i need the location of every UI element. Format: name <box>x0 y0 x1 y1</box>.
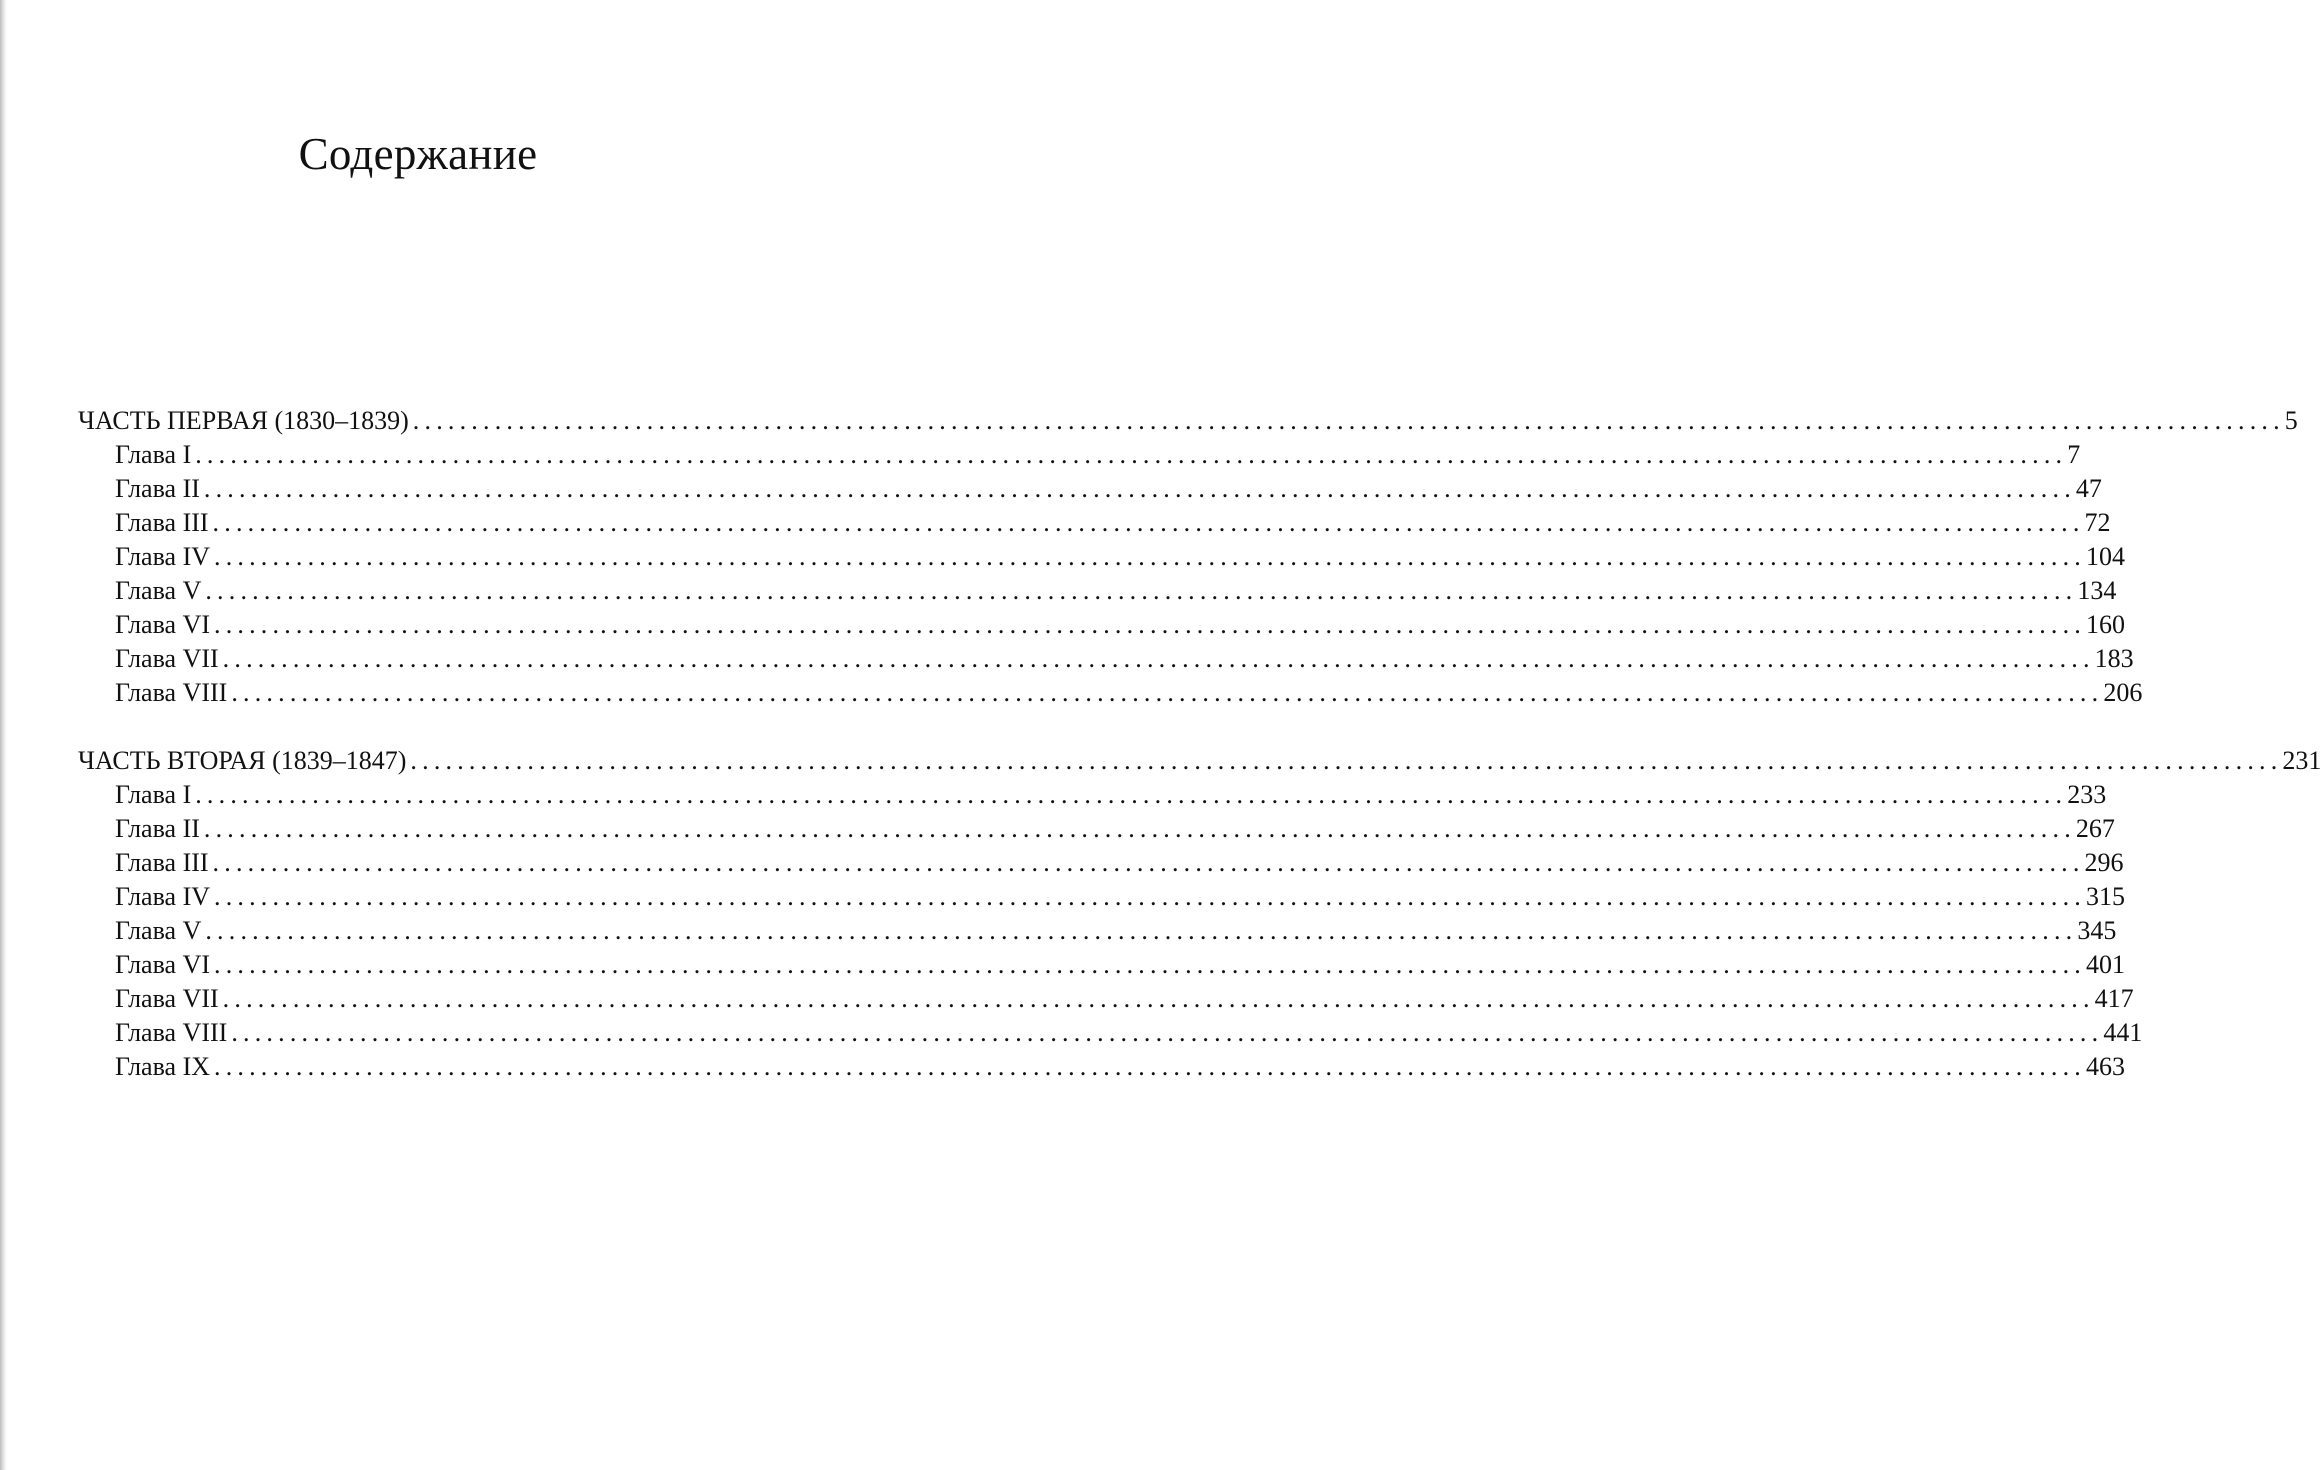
dot-leader: ................................................................................................................................................................ <box>212 508 2085 537</box>
toc-chapter-entry[interactable] <box>78 914 2117 948</box>
toc-chapter-entry[interactable] <box>78 676 2143 710</box>
dot-leader: ................................................................................................................................................................ <box>195 440 2068 469</box>
dot-leader: ................................................................................................................................................................ <box>214 610 2086 639</box>
chapter-label: Глава VIII <box>115 1018 228 1047</box>
dot-leader: ................................................................................................................................................................ <box>205 916 2078 945</box>
toc-chapter-entry[interactable] <box>78 608 2125 642</box>
toc-chapter-entry[interactable] <box>78 1050 2125 1084</box>
toc-chapter-entry[interactable] <box>78 540 2125 574</box>
dot-leader: ................................................................................................................................................................ <box>205 576 2078 605</box>
page-number: 231 <box>2282 746 2321 775</box>
toc-part-entry[interactable] <box>78 744 2321 778</box>
toc-chapter-entry[interactable] <box>78 438 2081 472</box>
toc-part-section <box>78 404 2298 710</box>
toc-chapter-entry[interactable] <box>78 812 2115 846</box>
dot-leader: ................................................................................................................................................................ <box>222 644 2095 673</box>
chapter-label: Глава VI <box>115 610 210 639</box>
dot-leader: ................................................................................................................................................................ <box>410 746 2283 775</box>
page-number: 160 <box>2086 610 2125 639</box>
toc-part-section <box>78 744 2321 1084</box>
dot-leader: ................................................................................................................................................................ <box>412 406 2285 435</box>
chapter-label: Глава II <box>115 474 200 503</box>
page-number: 5 <box>2284 406 2298 435</box>
chapter-label: Глава V <box>115 576 202 605</box>
page-edge-shadow <box>0 0 7 1470</box>
table-of-contents <box>78 404 2321 1118</box>
chapter-label: Глава IX <box>115 1052 210 1081</box>
chapter-label: Глава III <box>115 508 209 537</box>
dot-leader: ................................................................................................................................................................ <box>214 1052 2086 1081</box>
part-title: ЧАСТЬ ПЕРВАЯ (1830–1839) <box>78 406 409 435</box>
chapter-label: Глава V <box>115 916 202 945</box>
page-number: 104 <box>2086 542 2125 571</box>
page-number: 233 <box>2067 780 2107 809</box>
dot-leader: ................................................................................................................................................................ <box>195 780 2068 809</box>
toc-chapter-entry[interactable] <box>78 506 2111 540</box>
chapter-label: Глава VII <box>115 984 219 1013</box>
dot-leader: ................................................................................................................................................................ <box>212 848 2085 877</box>
toc-chapter-entry[interactable] <box>78 982 2134 1016</box>
page-number: 72 <box>2084 508 2111 537</box>
page-number: 47 <box>2075 474 2102 503</box>
chapter-label: Глава II <box>115 814 200 843</box>
dot-leader: ................................................................................................................................................................ <box>222 984 2095 1013</box>
chapter-label: Глава I <box>115 780 192 809</box>
dot-leader: ................................................................................................................................................................ <box>214 882 2086 911</box>
page-title: Содержание <box>298 129 538 179</box>
toc-chapter-entry[interactable] <box>78 846 2124 880</box>
toc-chapter-entry[interactable] <box>78 778 2107 812</box>
toc-part-entry[interactable] <box>78 404 2298 438</box>
chapter-label: Глава VIII <box>115 678 228 707</box>
page-number: 315 <box>2086 882 2125 911</box>
page-number: 7 <box>2067 440 2081 469</box>
page-number: 296 <box>2084 848 2124 877</box>
dot-leader: ................................................................................................................................................................ <box>231 1018 2104 1047</box>
dot-leader: ................................................................................................................................................................ <box>214 950 2086 979</box>
chapter-label: Глава VII <box>115 644 219 673</box>
page-number: 463 <box>2086 1052 2125 1081</box>
page-number: 345 <box>2077 916 2117 945</box>
dot-leader: ................................................................................................................................................................ <box>203 814 2076 843</box>
chapter-label: Глава I <box>115 440 192 469</box>
page-number: 441 <box>2103 1018 2143 1047</box>
page-number: 401 <box>2086 950 2125 979</box>
chapter-label: Глава IV <box>115 882 210 911</box>
dot-leader: ................................................................................................................................................................ <box>231 678 2104 707</box>
toc-chapter-entry[interactable] <box>78 1016 2143 1050</box>
toc-chapter-entry[interactable] <box>78 472 2102 506</box>
chapter-label: Глава VI <box>115 950 210 979</box>
toc-chapter-entry[interactable] <box>78 642 2134 676</box>
toc-chapter-entry[interactable] <box>78 574 2117 608</box>
toc-chapter-entry[interactable] <box>78 948 2125 982</box>
dot-leader: ................................................................................................................................................................ <box>203 474 2076 503</box>
page-number: 134 <box>2077 576 2117 605</box>
page-number: 417 <box>2094 984 2134 1013</box>
chapter-label: Глава III <box>115 848 209 877</box>
part-title: ЧАСТЬ ВТОРАЯ (1839–1847) <box>78 746 407 775</box>
page-number: 267 <box>2075 814 2115 843</box>
page-number: 183 <box>2094 644 2134 673</box>
dot-leader: ................................................................................................................................................................ <box>214 542 2086 571</box>
toc-chapter-entry[interactable] <box>78 880 2125 914</box>
page-number: 206 <box>2103 678 2143 707</box>
chapter-label: Глава IV <box>115 542 210 571</box>
